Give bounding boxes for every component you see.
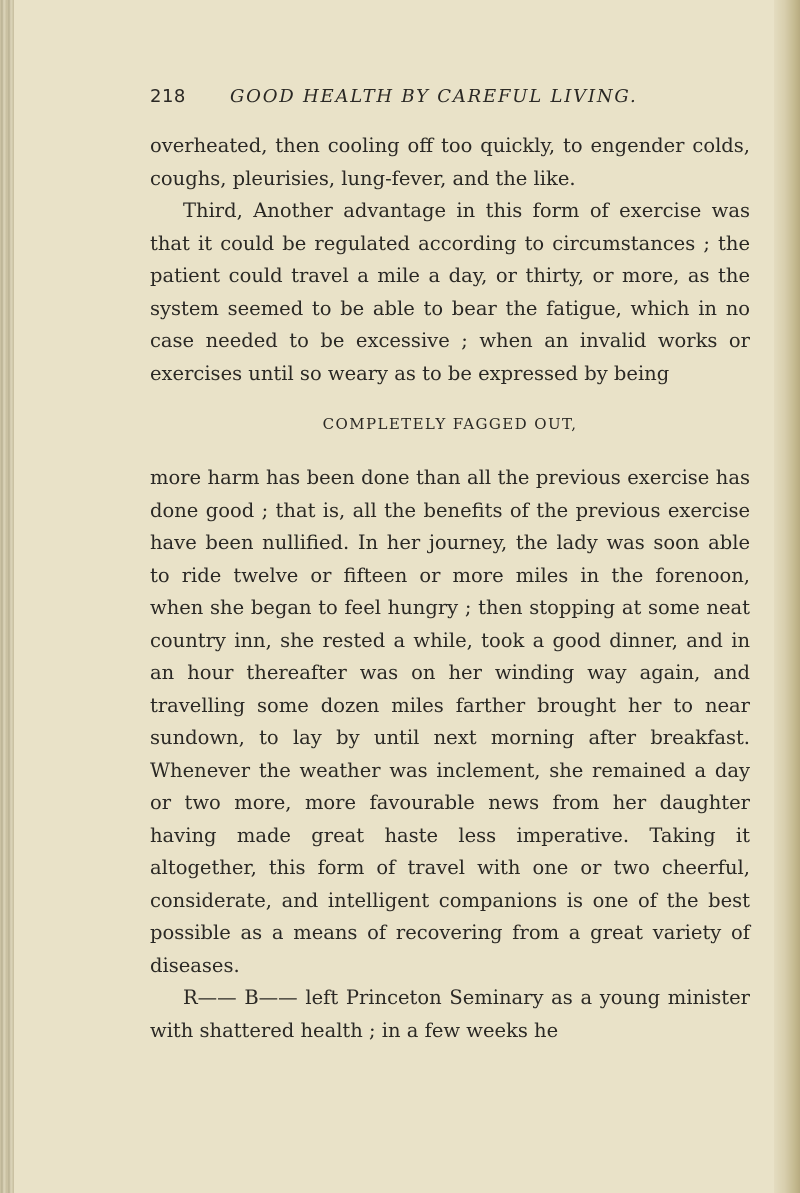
paragraph-3: more harm has been done than all the previous exercise has done good ; that is, all the benefits of the previous exercise have been nullified. In her journey, the lady was soon able to ride twelve or fifteen or more miles in the forenoon, when she began to feel hungry ; then stopping at some neat country inn, she rested a while, took a good dinner, and in an hour thereafter was on her winding way again, and travelling some dozen miles farther brought her to near sundown, to lay by until next morning after breakfast. Whenever the weather was inclement, she remained a day or two more, more favourable news from her daughter having made great haste less imperative. Taking it altogether, this form of travel with one or two cheerful, considerate, and intelligent companions is one of the best possible as a means of recovering from a great variety of diseases.: [150, 466, 750, 977]
paragraph-4: R—— B—— left Princeton Seminary as a young minister with shattered health ; in a few weeks he: [150, 986, 750, 1042]
running-head: [150, 86, 750, 116]
page-number: 218: [150, 86, 186, 107]
paragraph-2: Third, Another advantage in this form of exercise was that it could be regulated according to circumstances ; the patient could travel a mile a day, or thirty, or more, as the system seemed to be able to bear the fatigue, which in no case needed to be excessive ; when an invalid works or exercises until so weary as to be expressed by being: [150, 199, 750, 385]
running-title: GOOD HEALTH BY CAREFUL LIVING.: [230, 86, 638, 107]
small-caps-heading: COMPLETELY FAGGED OUT,: [322, 415, 578, 433]
paragraph-1: overheated, then cooling off too quickly, to engender colds, coughs, pleurisies, lung-fever, and the like.: [150, 134, 750, 190]
book-page: [150, 86, 750, 1047]
body-text: [150, 130, 750, 1047]
book-binding-edge: [0, 0, 14, 1193]
page-right-edge: [774, 0, 800, 1193]
